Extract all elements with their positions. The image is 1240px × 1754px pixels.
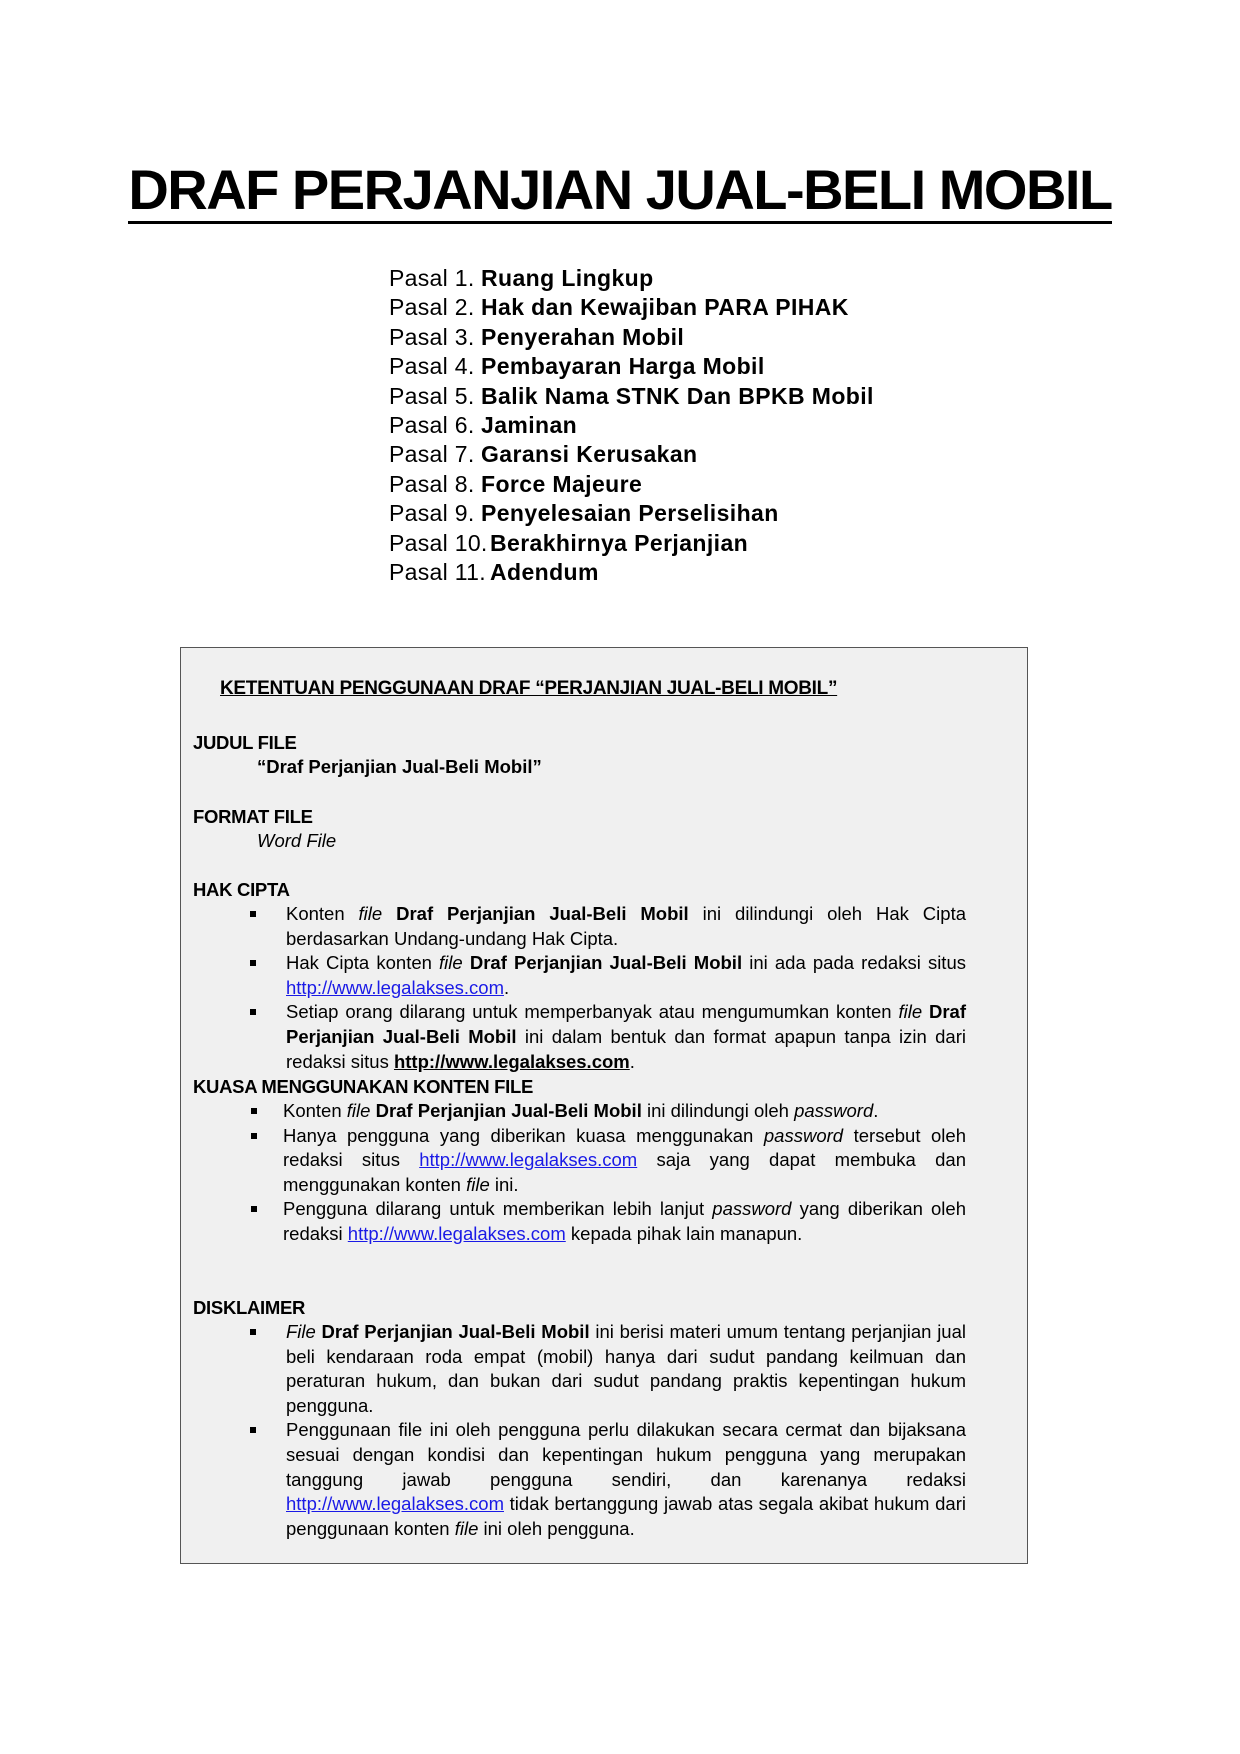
toc-item-title: Garansi Kerusakan [481, 441, 698, 468]
legalakses-link[interactable]: http://www.legalakses.com [347, 1222, 566, 1244]
section-label: HAK CIPTA [193, 879, 290, 900]
section-judul-file [193, 731, 993, 779]
toc-item-number: Pasal 7. [389, 441, 475, 468]
toc-item [389, 352, 874, 381]
section-label: JUDUL FILE [193, 732, 297, 753]
section-label: DISKLAIMER [193, 1297, 306, 1318]
bullet-square-icon [251, 1206, 257, 1212]
bullet-list [193, 1320, 993, 1541]
terms-heading: KETENTUAN PENGGUNAAN DRAF “PERJANJIAN JUAL-BELI MOBIL” [220, 678, 838, 699]
toc-item [389, 470, 874, 499]
toc-item-number: Pasal 8. [389, 470, 475, 497]
list-item: Konten file Draf Perjanjian Jual-Beli Mobil ini dilindungi oleh password. [193, 1099, 993, 1124]
toc-item [389, 499, 874, 528]
toc-item-title: Jaminan [481, 411, 578, 438]
toc-item [389, 293, 874, 322]
file-format-value: Word File [257, 830, 337, 851]
section-format-file [193, 805, 993, 853]
bullet-square-icon [250, 1427, 256, 1433]
list-item: Konten file Draf Perjanjian Jual-Beli Mobil ini dilindungi oleh Hak Cipta berdasarkan Undang-undang Hak Cipta. [193, 902, 993, 951]
file-title-value: “Draf Perjanjian Jual-Beli Mobil” [257, 756, 542, 777]
toc-item [389, 323, 874, 352]
toc-item-title: Berakhirnya Perjanjian [490, 529, 749, 556]
bullet-list [193, 902, 993, 1074]
toc-item-number: Pasal 1. [389, 265, 475, 291]
toc-item-number: Pasal 6. [389, 411, 475, 438]
toc-item-number: Pasal 5. [389, 382, 475, 409]
toc-item [389, 382, 874, 411]
table-of-contents [389, 264, 874, 587]
toc-item-title: Pembayaran Harga Mobil [481, 353, 765, 380]
toc-item-title: Force Majeure [481, 470, 643, 497]
toc-item-title: Balik Nama STNK Dan BPKB Mobil [481, 382, 874, 409]
list-item: Hak Cipta konten file Draf Perjanjian Jual-Beli Mobil ini ada pada redaksi situs http://www.legalakses.com. [193, 951, 993, 1000]
toc-item-number: Pasal 11. [389, 558, 486, 585]
bullet-list [193, 1099, 993, 1247]
document-title-text: DRAF PERJANJIAN JUAL-BELI MOBIL [128, 158, 1111, 224]
list-item: Setiap orang dilarang untuk memperbanyak atau mengumumkan konten file Draf Perjanjian Jual-Beli Mobil ini dalam bentuk dan format apapun tanpa izin dari redaksi situs http://www.legalakses.com. [193, 1000, 993, 1074]
legalakses-link[interactable]: http://www.legalakses.com [393, 1050, 630, 1072]
legalakses-link[interactable]: http://www.legalakses.com [419, 1149, 638, 1171]
terms-of-use-box [180, 647, 1028, 1564]
toc-item [389, 529, 874, 558]
list-item: File Draf Perjanjian Jual-Beli Mobil ini berisi materi umum tentang perjanjian jual beli kendaraan roda empat (mobil) hanya dari sudut pandang keilmuan dan peraturan hukum, dan bukan dari sudut pandang praktis kepentingan hukum pengguna. [193, 1320, 993, 1418]
document-title [0, 158, 1240, 222]
toc-item [389, 411, 874, 440]
toc-item-title: Penyelesaian Perselisihan [481, 500, 779, 527]
list-item: Penggunaan file ini oleh pengguna perlu dilakukan secara cermat dan bijaksana sesuai dengan kondisi dan kepentingan hukum pengguna yang merupakan tanggung jawab pengguna sendiri, dan karenanya redaksi http://www.legalakses.com tidak bertanggung jawab atas segala akibat hukum dari penggunaan konten file ini oleh pengguna. [193, 1418, 993, 1541]
toc-item [389, 264, 874, 293]
toc-item [389, 558, 874, 587]
toc-item-title: Adendum [490, 558, 599, 585]
section-disklaimer [193, 1296, 993, 1541]
bullet-square-icon [250, 1329, 256, 1335]
legalakses-link[interactable]: http://www.legalakses.com [286, 976, 504, 998]
toc-item-number: Pasal 9. [389, 500, 475, 527]
bullet-square-icon [250, 1009, 256, 1015]
bullet-square-icon [251, 1108, 257, 1114]
section-label: FORMAT FILE [193, 806, 313, 827]
toc-item-title: Ruang Lingkup [481, 265, 654, 291]
toc-item-number: Pasal 3. [389, 323, 475, 350]
bullet-square-icon [250, 911, 256, 917]
list-item: Pengguna dilarang untuk memberikan lebih lanjut password yang diberikan oleh redaksi http://www.legalakses.com kepada pihak lain manapun. [193, 1197, 993, 1246]
section-hak-cipta [193, 878, 993, 1074]
section-kuasa [193, 1075, 993, 1247]
bullet-square-icon [251, 1133, 257, 1139]
toc-item-number: Pasal 4. [389, 353, 475, 380]
toc-item-number: Pasal 10. [389, 529, 488, 556]
toc-item [389, 440, 874, 469]
toc-item-number: Pasal 2. [389, 294, 475, 321]
toc-item-title: Hak dan Kewajiban PARA PIHAK [481, 294, 849, 321]
legalakses-link[interactable]: http://www.legalakses.com [286, 1493, 504, 1515]
bullet-square-icon [250, 960, 256, 966]
section-label: KUASA MENGGUNAKAN KONTEN FILE [193, 1076, 534, 1097]
list-item: Hanya pengguna yang diberikan kuasa menggunakan password tersebut oleh redaksi situs http://www.legalakses.com saja yang dapat membuka dan menggunakan konten file ini. [193, 1124, 993, 1198]
toc-item-title: Penyerahan Mobil [481, 323, 685, 350]
